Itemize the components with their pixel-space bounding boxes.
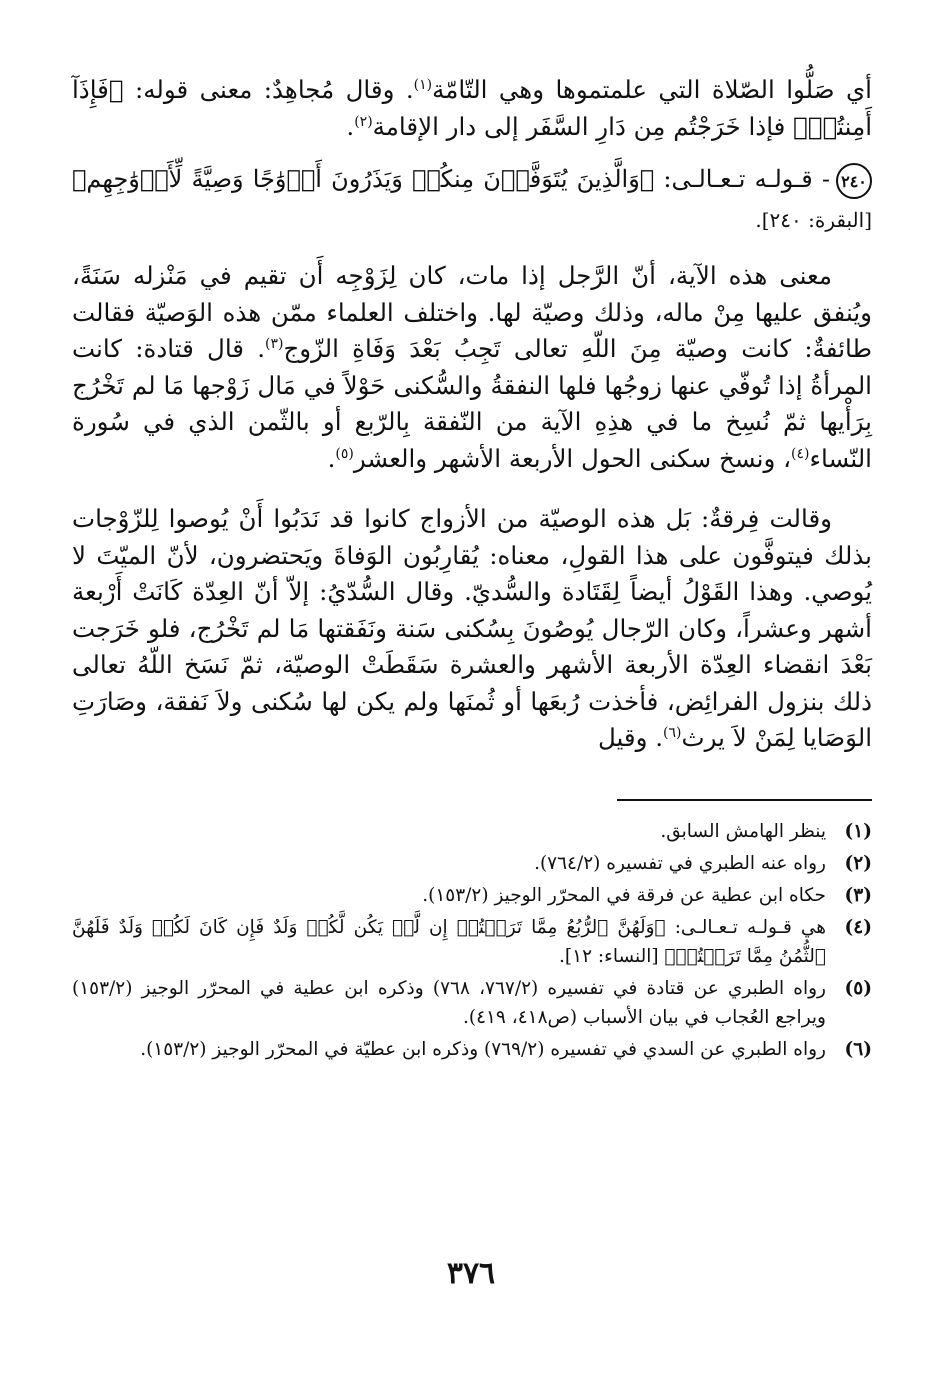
footnote-ref-1[interactable]: (١) [413,76,433,93]
meaning-text-3: ، ونسخ سكنى الحول الأربعة الأشهر والعشر [353,443,792,473]
footnote-item [72,1035,872,1064]
footnote-divider [617,799,872,801]
footnote-ref-5[interactable]: (٥) [335,445,354,462]
footnote-text: رواه عنه الطبري في تفسيره (٧٦٤/٢). [534,852,826,874]
footnote-text: ينظر الهامش السابق. [660,820,826,842]
footnote-number: (٣) [844,884,872,906]
meaning-text-2: . قال قتادة: كانت المرأةُ إذا تُوفّي عنها زوجُها فلها النفقةُ والسُّكنى حَوْلاً في مَال زَوْجها مَا لم تَخْرُج بِرَأْيها ثمّ نُسِخ ما في هذِهِ الآية من النّفقة بِالرّبع أو بالثّمن الذي في سُورة النّساء [72,334,872,473]
meaning-text-1: معنى هذه الآية، أنّ الرَّجل إذا مات، كان لِزَوْجِه أَن تقيم في مَنْزله سَنَةً، ويُنفق عليها مِنْ ماله، وذلك وصيّة لها. واختلف العلماء ممّن هذه الوَصيّة فقالت طائفةٌ: كانت وصيّة مِنَ اللّهِ تعالى تَجِبُ بَعْدَ وَفَاةِ الزّوج [72,261,872,363]
meaning-end: . [327,443,336,473]
footnote-number: (٤) [844,916,872,938]
footnote-number: (٢) [844,852,872,874]
footnote-ref-4[interactable]: (٤) [791,445,810,462]
footnote-ref-6[interactable]: (٦) [663,724,682,741]
footnote-item [72,913,872,971]
group-paragraph [72,501,872,757]
footnote-item [72,881,872,910]
intro-paragraph [72,72,872,145]
footnote-text: حكاه ابن عطية عن فرقة في المحرّر الوجيز (١٥٣/٢). [422,884,826,906]
footnote-text: رواه الطبري عن السدي في تفسيره (٧٦٩/٢) وذكره ابن عطيّة في المحرّر الوجيز (١٥٣/٢). [140,1038,826,1060]
intro-text-1: أي صَلُّوا الصّلاة التي علمتموها وهي التّامّة [432,75,872,104]
footnote-item [72,974,872,1032]
group-text-2: . وقيل [597,723,664,752]
footnotes-list [72,817,872,1064]
meaning-paragraph [72,258,872,477]
intro-end: . [346,111,355,141]
footnote-number: (١) [844,820,872,842]
footnote-number: (٦) [844,1038,872,1060]
verse-reference: [البقرة: ٢٤٠]. [755,208,872,232]
intro-text-2: . وقال مُجاهِدٌ: معنى قوله: ﴿فَإِذَآ أَمِنتُمۡ﴾ فإذا خَرَجْتُم مِن دَارِ السَّفَر إلى دار الإقامة [72,75,872,141]
verse-lead: - قـولـه تـعـالـى: [654,165,830,193]
footnote-text: هي قـولـه تـعـالـى: ﴿وَلَهُنَّ ٱلرُّبُعُ مِمَّا تَرَكۡتُمۡ إِن لَّمۡ يَكُن لَّكُمۡ وَلَدٌ فَإِن كَانَ لَكُمۡ وَلَدٌ فَلَهُنَّ ٱلثُّمُنُ مِمَّا تَرَكۡتُمۚ﴾ [النساء: ١٢]. [72,916,826,967]
footnote-text: رواه الطبري عن قتادة في تفسيره (٧٦٧/٢، ٧٦٨) وذكره ابن عطية في المحرّر الوجيز (١٥٣/٢) ويراجع العُجاب في بيان الأسباب (ص٤١٨، ٤١٩). [72,977,826,1028]
footnote-ref-3[interactable]: (٣) [265,335,284,352]
footnote-ref-2[interactable]: (٢) [354,113,373,130]
verse-quote: ﴿وَالَّذِينَ يُتَوَفَّوۡنَ مِنكُمۡ وَيَذَرُونَ أَزۡوَٰجًا وَصِيَّةً لِّأَزۡوَٰجِهِم﴾ [72,165,655,193]
footnote-number: (٥) [844,977,872,999]
ayah-number-badge: ٢٤٠ [836,163,872,199]
footnote-item [72,849,872,878]
footnote-item [72,817,872,846]
group-text-1: وقالت فِرقةٌ: بَل هذه الوصيّة من الأزواج كانوا قد نَدَبُوا أَنْ يُوصوا لِلزّوْجات بذلك فيتوفَّون على هذا القولِ، معناه: يُقارِبُون الوَفاةَ ويَحتضرون، لأنّ الميّتَ لا يُوصي. وهذا القَوْلُ أيضاً لِقَتَادة والسُّديّ. وقال السُّدّيُ: إلاّ أنّ العِدّة كَانَتْ أَرْبعة أشهر وعشراً، وكان الرّجال يُوصُونَ بِسُكنى سَنة ونَفَقتها مَا لم تَخْرُج، فلو خَرَجت بَعْدَ انقضاء العِدّة الأربعة الأشهر والعشرة سَقَطَتْ الوصيّة، ثمّ نَسَخ اللّهُ تعالى ذلك بنزول الفرائِض، فأخذت رُبعَها أو ثُمنَها ولم يكن لها سُكنى ولاَ نَفقة، وصَارَتِ الوَصَايا لِمَنْ لاَ يرث [72,504,872,752]
verse-heading [72,159,872,240]
page-number: ٣٧٦ [446,1256,496,1291]
